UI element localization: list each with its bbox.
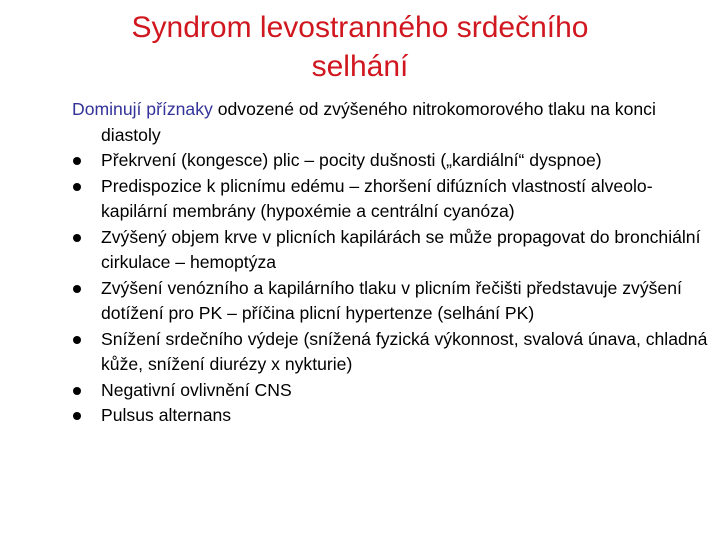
bullet-icon bbox=[73, 234, 81, 242]
intro-paragraph bbox=[72, 97, 712, 148]
list-item bbox=[72, 378, 712, 404]
list-item-text: Překrvení (kongesce) plic – pocity dušnosti („kardiální“ dyspnoe) bbox=[101, 150, 602, 170]
list-item bbox=[72, 174, 712, 225]
bullet-icon bbox=[73, 412, 81, 420]
list-item bbox=[72, 148, 712, 174]
list-item bbox=[72, 403, 712, 429]
slide-title bbox=[0, 8, 720, 86]
list-item-text: Snížení srdečního výdeje (snížená fyzická výkonnost, svalová únava, chladná kůže, snížení diurézy x nykturie) bbox=[101, 328, 708, 374]
title-line-2: selhání bbox=[311, 50, 409, 83]
list-item-text: Negativní ovlivnění CNS bbox=[101, 379, 292, 400]
list-item bbox=[72, 225, 712, 276]
bullet-icon bbox=[73, 387, 81, 395]
list-item-text: Zvýšený objem krve v plicních kapilárách se může propagovat do bronchiální cirkulace – hemoptýza bbox=[101, 226, 701, 272]
list-item-text: Zvýšení venózního a kapilárního tlaku v plicním řečišti představuje zvýšení dotížení pro PK – příčina plicní hypertenze (selhání PK) bbox=[101, 277, 682, 323]
list-item bbox=[72, 276, 712, 327]
bullet-icon bbox=[73, 336, 81, 344]
title-line-1: Syndrom levostranného srdečního bbox=[131, 11, 589, 44]
list-item-text: Pulsus alternans bbox=[101, 405, 232, 425]
bullet-icon bbox=[73, 157, 81, 165]
slide-body bbox=[72, 97, 712, 429]
bullet-icon bbox=[73, 183, 81, 191]
intro-text: odvozené od zvýšeného nitrokomorového tlaku na konci diastoly bbox=[101, 99, 656, 145]
list-item bbox=[72, 327, 712, 378]
bullet-icon bbox=[73, 285, 81, 293]
intro-highlight: Dominují příznaky bbox=[72, 99, 213, 119]
symptom-list bbox=[72, 148, 712, 429]
list-item-text: Predispozice k plicnímu edému – zhoršení difúzních vlastností alveolo-kapilární membrány (hypoxémie a centrální cyanóza) bbox=[101, 175, 653, 221]
